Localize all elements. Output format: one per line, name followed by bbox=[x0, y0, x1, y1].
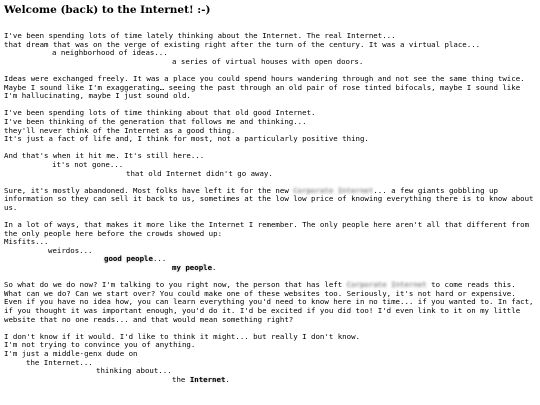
text-line: they'll never think of the Internet as a good thing. bbox=[4, 125, 236, 135]
text-line: I've been spending lots of time thinking about that old good Internet. bbox=[4, 108, 316, 118]
emphasis-my-people: my people bbox=[172, 263, 213, 273]
paragraph-6 bbox=[4, 221, 536, 273]
paragraph-5 bbox=[4, 187, 536, 213]
text-span: the bbox=[172, 374, 190, 384]
text-span: Sure, it's mostly abandoned. Most folks have left it for the new bbox=[4, 185, 294, 195]
text-line: It's just a fact of life and, I think for most, not a particularly positive thing. bbox=[4, 134, 369, 144]
paragraph-1 bbox=[4, 32, 536, 66]
blurred-link[interactable]: Corporate Internet bbox=[346, 280, 427, 290]
text-line: I'm hallucinating, maybe I just sound old. bbox=[4, 91, 191, 101]
text-line: I've been spending lots of time lately thinking about the Internet. The real Internet... bbox=[4, 31, 396, 40]
text-span: ... bbox=[152, 254, 167, 264]
text-line: the Internet... bbox=[26, 357, 93, 367]
text-span: So what do we do now? I'm talking to you right now, the person that has left bbox=[4, 280, 347, 290]
text-line: I'm just a middle-genx dude on bbox=[4, 348, 138, 358]
text-line: thinking about... bbox=[96, 366, 172, 376]
paragraph-4 bbox=[4, 152, 536, 178]
page-title: Welcome (back) to the Internet! :-) bbox=[4, 4, 211, 16]
text-line: that old Internet didn't go away. bbox=[126, 168, 273, 178]
article-body bbox=[4, 32, 536, 384]
emphasis-good-people: good people bbox=[104, 254, 153, 264]
text-span: . bbox=[225, 374, 230, 384]
paragraph-2 bbox=[4, 75, 536, 101]
text-line: a neighborhood of ideas... bbox=[52, 48, 168, 58]
text-block: In a lot of ways, that makes it more like the Internet I remember. The only people here aren't all that different from the only people here before the crowds showed up: bbox=[4, 220, 530, 238]
text-line: Ideas were exchanged freely. It was a place you could spend hours wandering through and not see the same thing twice. bbox=[4, 73, 525, 83]
emphasis-internet: Internet bbox=[189, 374, 226, 384]
text-line: Maybe I sound like I'm exaggerating… seeing the past through an old pair of rose tinted bifocals, maybe I sound like bbox=[4, 82, 521, 92]
text-span: to come reads this. What can we do? Can we start over? You could make one of these websites too. Seriously, it's not hard or expensive. Even if you have no idea how, you can learn everything you'd need to know here in no time... if you wanted to. In fact, if you thought it was important enough, you'd do it. I'd be excited if you did too! I'd even link to it on my little website that no one reads... and that would mean something right? bbox=[4, 280, 534, 324]
text-span: . bbox=[212, 263, 217, 273]
paragraph-7 bbox=[4, 281, 536, 324]
text-line: And that's when it hit me. It's still here... bbox=[4, 151, 205, 161]
text-span: ... a few giants gobbling up information so they can sell it back to us, sometimes at the low low price of knowing everything there is to know about us. bbox=[4, 185, 534, 212]
paragraph-8 bbox=[4, 333, 536, 385]
paragraph-3 bbox=[4, 109, 536, 143]
blurred-link[interactable]: Corporate Internet bbox=[293, 185, 374, 195]
text-line: that dream that was on the verge of existing right after the turn of the century. It was a virtual place... bbox=[4, 39, 481, 49]
text-line: weirdos... bbox=[48, 245, 93, 255]
text-line: I'm not trying to convince you of anything. bbox=[4, 340, 196, 350]
text-line: a series of virtual houses with open doors. bbox=[172, 56, 364, 66]
text-line: I don't know if it would. I'd like to think it might... but really I don't know. bbox=[4, 331, 360, 341]
text-line: I've been thinking of the generation that follows me and thinking... bbox=[4, 116, 307, 126]
text-line: Misfits... bbox=[4, 237, 49, 247]
text-line: it's not gone... bbox=[52, 159, 124, 169]
